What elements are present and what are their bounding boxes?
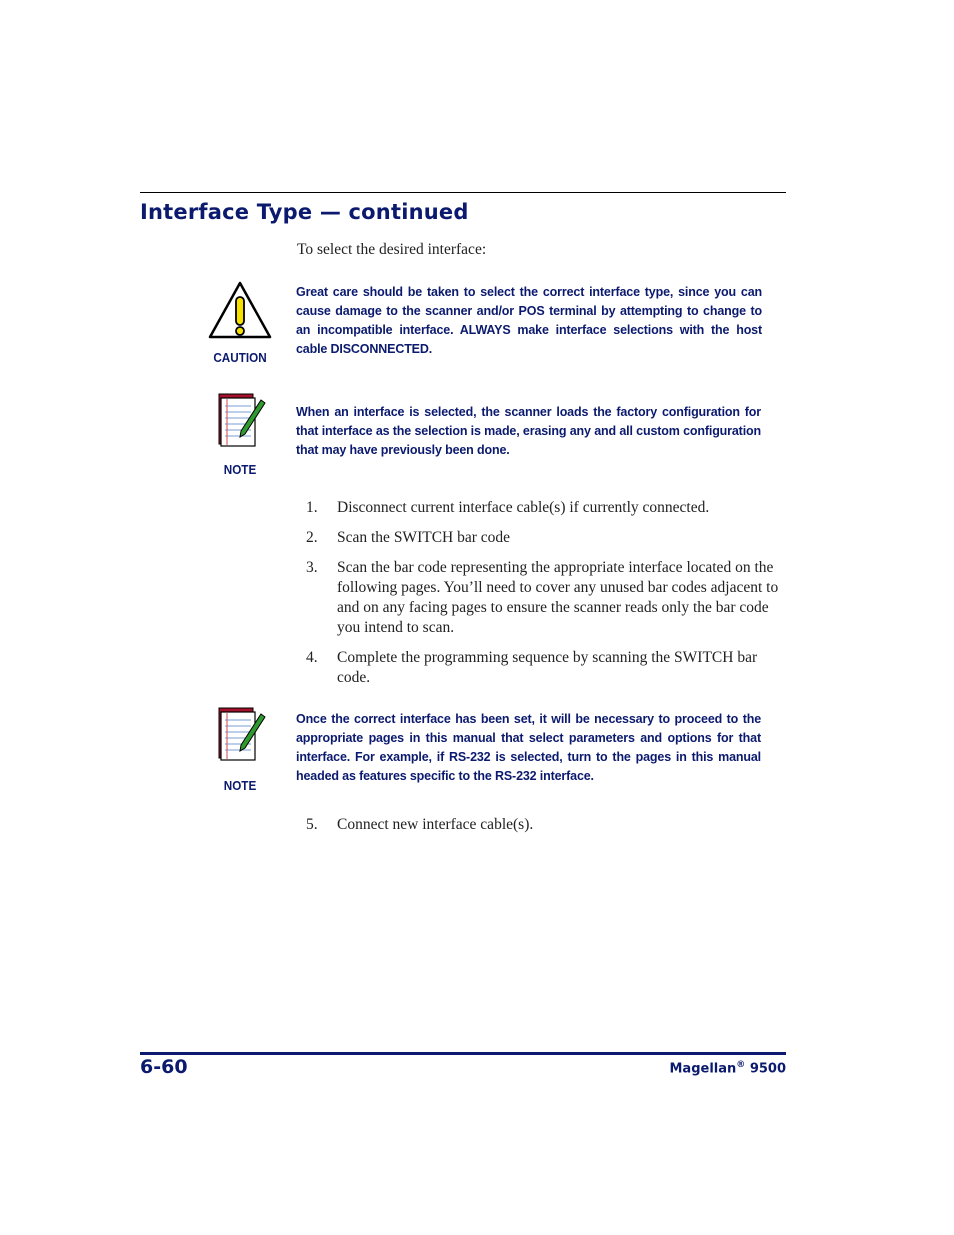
step-list <box>306 815 786 845</box>
header-rule <box>140 192 786 193</box>
caution-label: CAUTION <box>213 350 267 365</box>
step-number: 5. <box>306 816 318 833</box>
intro-text: To select the desired interface: <box>297 241 487 258</box>
product-name <box>670 1060 787 1076</box>
note-icon <box>207 390 273 453</box>
page-number: 6-60 <box>140 1056 188 1078</box>
caution-text: Great care should be taken to select the correct interface type, since you can cause damage to the scanner and/or POS terminal by attempting to change to an incompatible interface. ALWAYS make interface selections with the host cable DISCONNECTED. <box>296 285 762 356</box>
step-number: 4. <box>306 649 318 666</box>
note-label: NOTE <box>223 462 257 477</box>
note-text: Once the correct interface has been set, it will be necessary to proceed to the appropriate pages in this manual that select parameters and options for that interface. For example, if RS-232 is selected, turn to the pages in this manual headed as features specific to the RS-232 interface. <box>296 712 761 783</box>
step-number: 3. <box>306 559 318 576</box>
product-model: 9500 <box>749 1061 786 1077</box>
list-item <box>306 648 786 688</box>
step-number: 1. <box>306 499 318 516</box>
registered-mark: ® <box>736 1060 746 1070</box>
note-icon <box>207 704 273 767</box>
footer-rule <box>140 1052 786 1055</box>
step-text: Connect new interface cable(s). <box>337 816 534 833</box>
list-item <box>306 815 786 835</box>
step-text: Complete the programming sequence by scanning the SWITCH bar code. <box>337 649 758 686</box>
list-item <box>306 528 786 548</box>
list-item <box>306 558 786 638</box>
step-text: Scan the SWITCH bar code <box>337 529 511 546</box>
list-item <box>306 498 786 518</box>
step-number: 2. <box>306 529 318 546</box>
note-text: When an interface is selected, the scanner loads the factory configuration for that interface as the selection is made, erasing any and all custom configuration that may have previously been done. <box>296 405 761 457</box>
page-title: Interface Type — continued <box>140 200 469 224</box>
step-text: Scan the bar code representing the appropriate interface located on the following pages. You’ll need to cover any unused bar codes adjacent to and on any facing pages to ensure the scanner reads only the bar code you intend to scan. <box>337 559 779 636</box>
product-brand: Magellan <box>669 1061 737 1077</box>
step-text: Disconnect current interface cable(s) if currently connected. <box>337 499 710 516</box>
note-label: NOTE <box>223 778 257 793</box>
caution-icon <box>207 280 273 345</box>
step-list <box>306 498 786 698</box>
